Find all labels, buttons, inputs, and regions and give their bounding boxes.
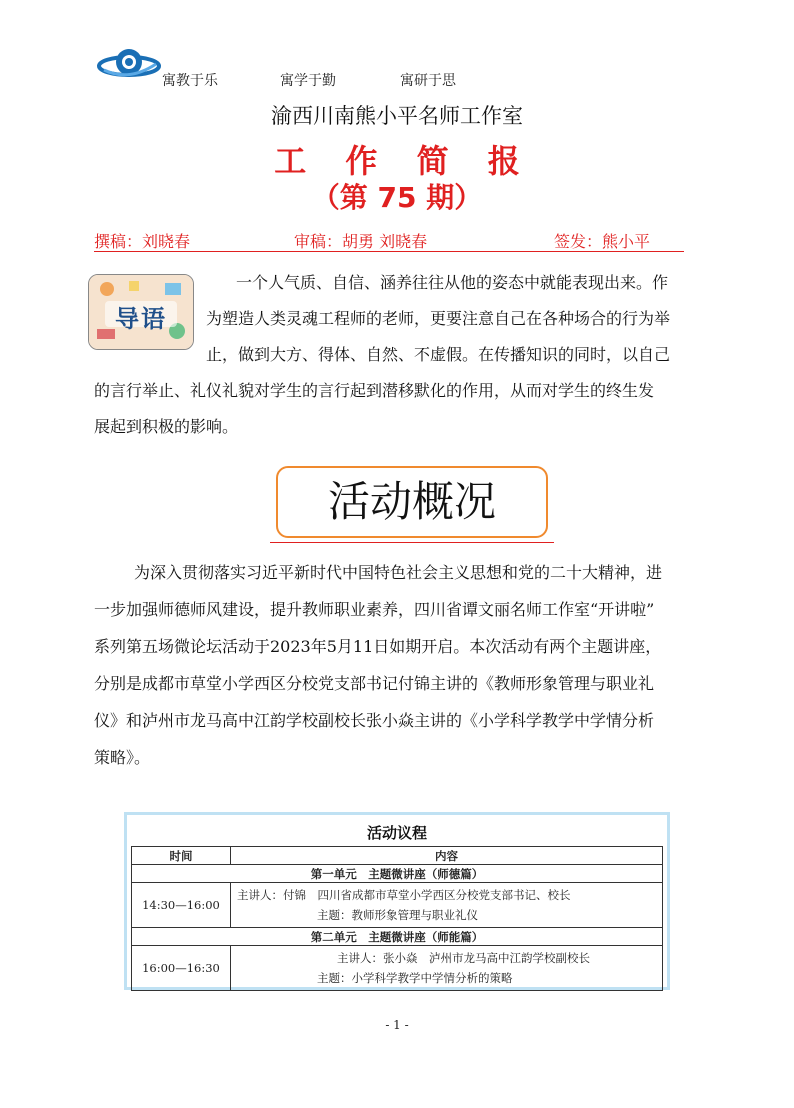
agenda-unit-2-time: 16:00—16:30 [132, 946, 231, 991]
page-number: - 1 - [385, 1018, 409, 1032]
body-line-1: 为深入贯彻落实习近平新时代中国特色社会主义思想和党的二十大精神，进 [134, 563, 663, 582]
motto-1: 寓教于乐 [162, 73, 218, 89]
reviewer-credit: 审稿：胡勇 刘晓春 [294, 232, 428, 251]
agenda-unit-1-details [231, 883, 663, 928]
studio-logo [96, 40, 162, 86]
intro-line-5: 展起到积极的影响。 [94, 417, 239, 436]
agenda-unit-1-topic: 主题：教师形象管理与职业礼仪 [317, 908, 478, 922]
agenda-unit-2-name: 第二单元 主题微讲座（师能篇） [132, 928, 663, 946]
signer-credit: 签发：熊小平 [554, 232, 651, 251]
agenda-session-row [132, 946, 663, 991]
body-line-6: 策略》。 [94, 748, 151, 767]
agenda-table [131, 846, 663, 991]
body-line-2: 一步加强师德师风建设，提升教师职业素养，四川省谭文丽名师工作室“开讲啦” [94, 600, 655, 619]
agenda-unit-1-speaker: 主讲人：付锦 四川省成都市草堂小学西区分校党支部书记、校长 [237, 888, 571, 902]
motto-2: 寓学于勤 [280, 73, 336, 89]
body-line-5: 仪》和泸州市龙马高中江韵学校副校长张小焱主讲的《小学科学教学中学情分析 [94, 711, 655, 730]
body-line-4: 分别是成都市草堂小学西区分校党支部书记付锦主讲的《教师形象管理与职业礼 [94, 674, 655, 693]
intro-line-4: 的言行举止、礼仪礼貌对学生的言行起到潜移默化的作用，从而对学生的终生发 [94, 381, 655, 400]
studio-name: 渝西川南熊小平名师工作室 [271, 104, 523, 128]
agenda-unit-2-speaker: 主讲人：张小焱 泸州市龙马高中江韵学校副校长 [337, 951, 590, 965]
agenda-header-content: 内容 [231, 847, 663, 865]
intro-line-3: 止，做到大方、得体、自然、不虚假。在传播知识的同时，以自己 [206, 345, 671, 364]
credits-line [94, 229, 684, 252]
intro-line-2: 为塑造人类灵魂工程师的老师，更要注意自己在各种场合的行为举 [206, 309, 671, 328]
section-heading: 活动概况 [327, 477, 496, 526]
agenda-unit-2-topic: 主题：小学科学教学中学情分析的策略 [317, 971, 513, 985]
agenda-title: 活动议程 [366, 824, 427, 842]
motto-3: 寓研于思 [400, 73, 456, 89]
agenda-unit-row [132, 865, 663, 883]
body-line-3: 系列第五场微论坛活动于2023年5月11日如期开启。本次活动有两个主题讲座， [94, 637, 662, 656]
intro-line-1: 一个人气质、自信、涵养往往从他的姿态中就能表现出来。作 [236, 273, 669, 292]
agenda-unit-2-details [231, 946, 663, 991]
agenda-unit-1-name: 第一单元 主题微讲座（师德篇） [132, 865, 663, 883]
guide-badge-text: 导语 [115, 304, 167, 333]
agenda-session-row [132, 883, 663, 928]
agenda-unit-row [132, 928, 663, 946]
agenda-header-row [132, 847, 663, 865]
guide-badge [88, 274, 194, 350]
section-underline [270, 542, 554, 543]
author-credit: 撰稿：刘晓春 [94, 232, 191, 251]
issue-number: （第 75 期） [311, 181, 483, 214]
agenda-header-time: 时间 [132, 847, 231, 865]
bulletin-title: 工 作 简 报 [274, 142, 534, 180]
agenda-unit-1-time: 14:30—16:00 [132, 883, 231, 928]
